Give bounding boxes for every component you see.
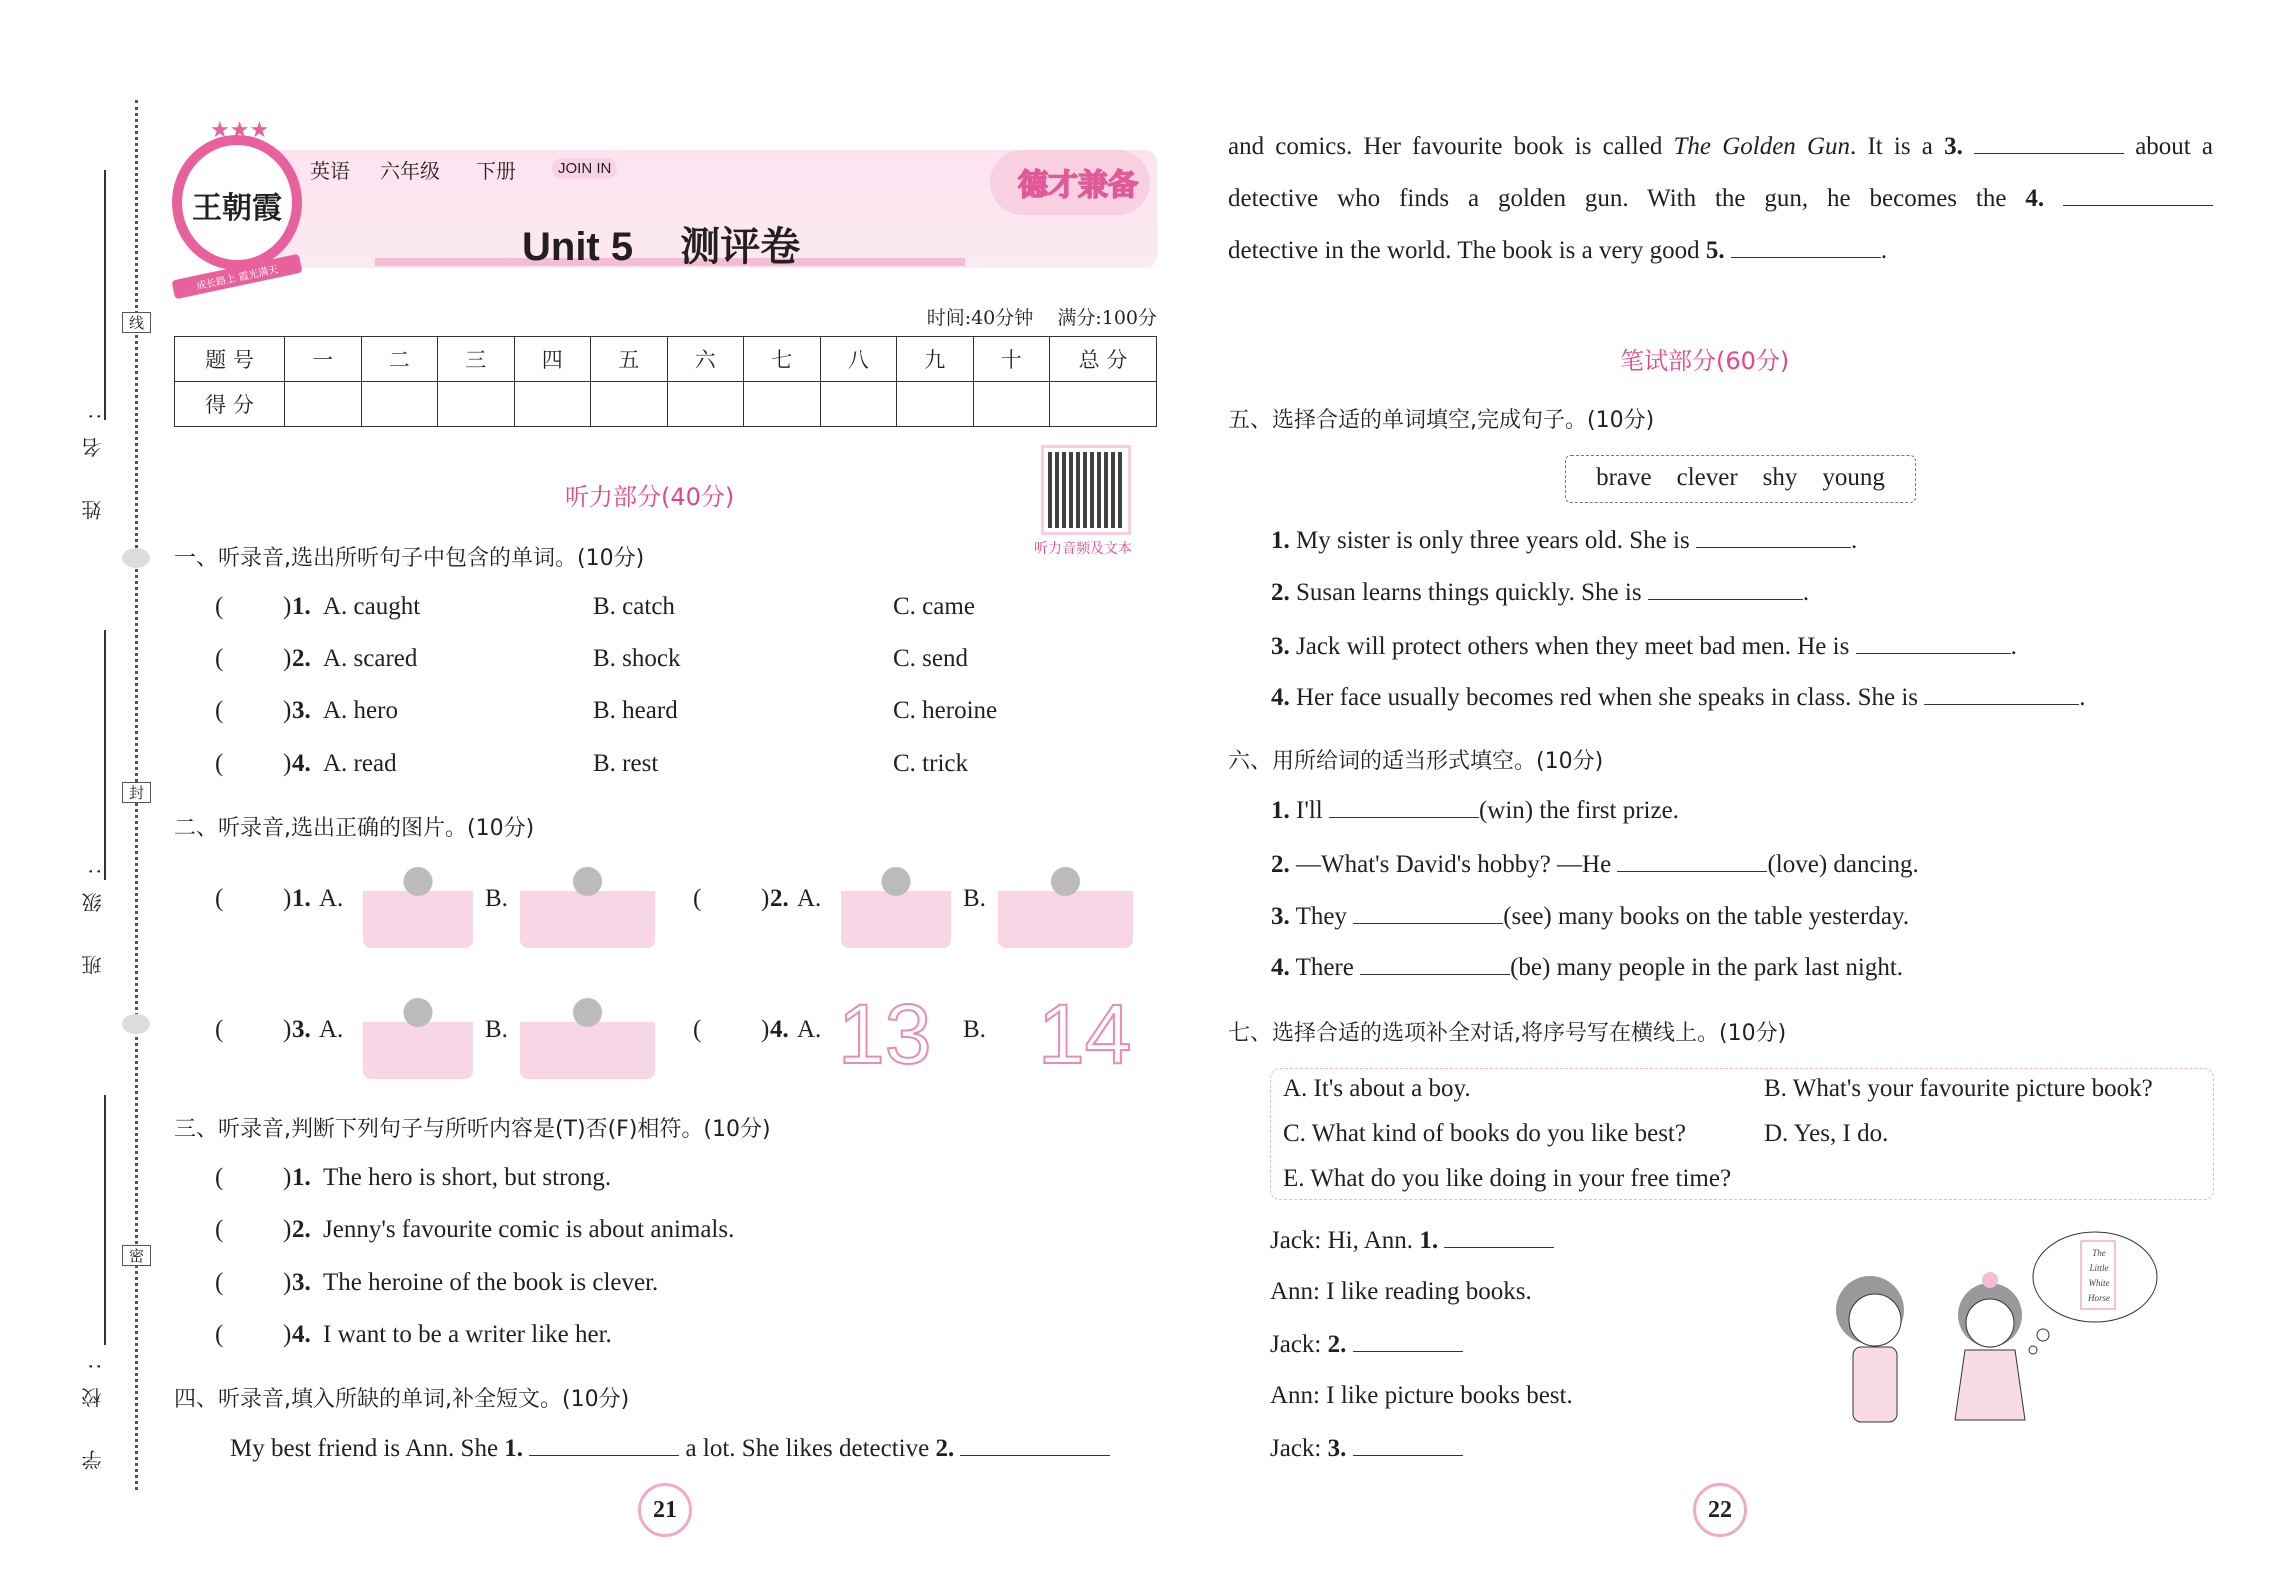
fill-item — [1271, 632, 2017, 661]
option-b: B. What's your favourite picture book? — [1764, 1075, 2153, 1102]
passage-text: about a — [2135, 133, 2214, 160]
picture-option-a[interactable]: 13 — [838, 987, 932, 1081]
option-c: C. What kind of books do you like best? — [1283, 1120, 1686, 1147]
passage-text: detective in the world. The book is a very good — [1228, 237, 1700, 264]
score-cell[interactable] — [438, 382, 515, 427]
answer-paren-close: ) — [283, 885, 292, 912]
picture-option-b-label: B. — [485, 885, 508, 912]
option-a: A. scared — [323, 645, 418, 672]
writing-heading: 笔试部分(60分) — [1620, 347, 1790, 375]
sentence-end: dancing. — [1833, 851, 1919, 878]
option-c: C. came — [893, 593, 975, 620]
option-b: B. heard — [593, 697, 678, 724]
unit-title: Unit 5 — [522, 225, 634, 269]
answer-blank[interactable] — [1924, 683, 2079, 705]
blank-number: 2. — [935, 1435, 955, 1462]
answer-paren[interactable]: ( — [215, 1016, 224, 1043]
sentence: There — [1295, 954, 1354, 981]
passage-line-1 — [230, 1434, 1110, 1463]
blank-1[interactable] — [529, 1434, 679, 1456]
section-7-title: 七、选择合适的选项补全对话,将序号写在横线上。(10分) — [1228, 1021, 1787, 1046]
passage-text: . — [1880, 237, 1888, 264]
section-4-title: 四、听录音,填入所缺的单词,补全短文。(10分) — [174, 1387, 630, 1412]
page-number-left: 21 — [638, 1483, 692, 1537]
brand-badge: 成长路上 霞光满天 — [171, 254, 302, 300]
table-cell: 七 — [744, 337, 821, 382]
dialog-text: I like reading books. — [1326, 1278, 1532, 1305]
crown-icon: ★★★ — [210, 117, 270, 142]
picture-option-a-label: A. — [319, 1016, 344, 1043]
answer-paren[interactable]: ( — [215, 1164, 224, 1191]
answer-paren[interactable]: ( — [215, 885, 224, 912]
table-cell: 八 — [820, 337, 897, 382]
passage-line-2 — [1228, 132, 2213, 161]
subject: 英语 — [310, 159, 350, 183]
fill-item — [1271, 902, 1909, 931]
section-1-title: 一、听录音,选出所听句子中包含的单词。(10分) — [174, 546, 645, 571]
answer-paren-close: ) — [283, 697, 292, 724]
item-number: 2. — [1271, 851, 1290, 878]
dialog-line — [1270, 1382, 1573, 1410]
speaker: Jack: — [1270, 1331, 1322, 1358]
score-cell[interactable] — [285, 382, 362, 427]
brand-logo — [172, 117, 302, 293]
book-title: The Golden Gun — [1673, 133, 1851, 160]
section-3-title: 三、听录音,判断下列句子与所听内容是(T)否(F)相符。(10分) — [174, 1117, 771, 1142]
item-number: 3. — [292, 1016, 311, 1043]
answer-paren[interactable]: ( — [215, 1269, 224, 1296]
picture-option-b-label: B. — [963, 1016, 986, 1043]
fill-item — [1271, 953, 1903, 982]
sentence: I'll — [1296, 797, 1323, 824]
item-number: 4. — [292, 750, 311, 777]
table-cell: 四 — [514, 337, 591, 382]
girl-body — [1955, 1350, 2025, 1420]
option-c: C. send — [893, 645, 968, 672]
sentence-end: many people in the park last night. — [1556, 954, 1904, 981]
option-a: A. hero — [323, 697, 398, 724]
blank-number: 2. — [1327, 1331, 1347, 1358]
blank-2[interactable] — [960, 1434, 1110, 1456]
option-c: C. trick — [893, 750, 968, 777]
sentence: My sister is only three years old. She is — [1296, 527, 1690, 554]
table-header: 题 号 — [175, 337, 285, 382]
table-cell: 五 — [591, 337, 668, 382]
item-number: 1. — [292, 1164, 311, 1191]
name-line — [104, 170, 106, 420]
score-cell[interactable] — [667, 382, 744, 427]
picture-option-a[interactable] — [363, 984, 473, 1079]
punct: . — [2079, 684, 2086, 711]
word-hint: (love) — [1767, 851, 1828, 878]
sentence: They — [1295, 903, 1347, 930]
dialog-line — [1270, 1278, 1532, 1306]
score-cell[interactable] — [1050, 382, 1157, 427]
full-score: 满分:100分 — [1057, 307, 1157, 329]
blank-number: 1. — [1419, 1227, 1439, 1254]
score-cell[interactable] — [591, 382, 668, 427]
picture-option-a-label: A. — [797, 885, 822, 912]
fill-item — [1271, 578, 1809, 607]
answer-blank[interactable] — [1696, 526, 1851, 548]
blank-number: 3. — [1944, 133, 1963, 160]
item-number: 4. — [292, 1321, 311, 1348]
scissors-icon — [122, 548, 150, 568]
table-cell: 三 — [438, 337, 515, 382]
blank-number: 3. — [1327, 1435, 1347, 1462]
word-bank — [1565, 455, 1916, 503]
table-cell: 二 — [361, 337, 438, 382]
passage-text: and comics. Her favourite book is called — [1228, 133, 1663, 160]
answer-blank[interactable] — [1329, 796, 1479, 818]
item-number: 2. — [1271, 579, 1290, 606]
table-cell: 一 — [285, 337, 362, 382]
answer-paren[interactable]: ( — [215, 750, 224, 777]
section-2-title: 二、听录音,选出正确的图片。(10分) — [174, 816, 535, 841]
speaker: Ann: — [1270, 1278, 1320, 1305]
passage-line-3 — [1228, 184, 2213, 213]
picture-option-b-label: B. — [963, 885, 986, 912]
statement: The heroine of the book is clever. — [323, 1269, 659, 1296]
answer-paren[interactable]: ( — [693, 1016, 702, 1043]
scissors-icon — [122, 1014, 150, 1034]
answer-paren[interactable]: ( — [693, 885, 702, 912]
blank-number: 1. — [504, 1435, 524, 1462]
score-cell[interactable] — [514, 382, 591, 427]
fill-item — [1271, 850, 1919, 879]
answer-paren-close: ) — [283, 750, 292, 777]
punct: . — [2010, 633, 2017, 660]
statement: I want to be a writer like her. — [323, 1321, 612, 1348]
option-a: A. caught — [323, 593, 421, 620]
page-title — [522, 215, 800, 272]
answer-paren-close: ) — [761, 885, 770, 912]
qr-code[interactable] — [1048, 452, 1124, 528]
dialog-text: Hi, Ann. — [1327, 1227, 1414, 1254]
item-number: 4. — [1271, 684, 1290, 711]
speaker: Ann: — [1270, 1382, 1320, 1409]
test-title: 测评卷 — [680, 224, 801, 270]
dialog-line — [1270, 1434, 1463, 1463]
class-line — [104, 630, 106, 880]
answer-paren[interactable]: ( — [215, 593, 224, 620]
blank-3[interactable] — [1974, 132, 2124, 154]
passage-text: . It is a — [1850, 133, 1933, 160]
picture-option-b-label: B. — [485, 1016, 508, 1043]
option-b: B. shock — [593, 645, 681, 672]
fill-item — [1271, 526, 1857, 555]
word-option: young — [1822, 464, 1885, 491]
picture-option-a-label: A. — [797, 1016, 822, 1043]
sentence: Jack will protect others when they meet bad men. He is — [1296, 633, 1850, 660]
picture-option-a-label: A. — [319, 885, 344, 912]
answer-blank[interactable] — [1353, 1330, 1463, 1352]
answer-paren-close: ) — [761, 1016, 770, 1043]
answer-paren[interactable]: ( — [215, 645, 224, 672]
school-line — [104, 1095, 106, 1345]
answer-paren[interactable]: ( — [215, 1216, 224, 1243]
cut-mark: 线 — [122, 312, 151, 333]
item-number: 3. — [1271, 633, 1290, 660]
volume: 下册 — [476, 159, 516, 183]
answer-blank[interactable] — [1617, 850, 1767, 872]
option-b: B. catch — [593, 593, 675, 620]
picture-option-a[interactable] — [363, 853, 473, 948]
sentence: Her face usually becomes red when she speaks in class. She is — [1296, 684, 1919, 711]
class-label: 班 级: — [81, 850, 105, 976]
answer-paren-close: ) — [283, 1016, 292, 1043]
exam-info — [927, 303, 1157, 330]
statement: Jenny's favourite comic is about animals. — [323, 1216, 735, 1243]
grade: 六年级 — [380, 159, 440, 183]
sentence: Susan learns things quickly. She is — [1296, 579, 1642, 606]
punct: . — [1850, 527, 1858, 554]
school-label: 学 校: — [81, 1345, 105, 1471]
word-option: clever — [1676, 464, 1738, 491]
fill-item — [1271, 796, 1679, 825]
picture-option-a[interactable] — [841, 853, 951, 948]
speaker: Jack: — [1270, 1227, 1322, 1254]
blank-number: 5. — [1705, 237, 1725, 264]
answer-blank[interactable] — [1353, 1434, 1463, 1456]
picture-option-b[interactable] — [520, 853, 655, 948]
table-cell: 总 分 — [1050, 337, 1157, 382]
option-d: D. Yes, I do. — [1764, 1120, 1889, 1147]
table-cell: 六 — [667, 337, 744, 382]
answer-blank[interactable] — [1444, 1226, 1554, 1248]
score-cell[interactable] — [744, 382, 821, 427]
score-cell[interactable] — [820, 382, 897, 427]
statement: The hero is short, but strong. — [323, 1164, 612, 1191]
table-cell: 十 — [973, 337, 1050, 382]
answer-blank[interactable] — [1648, 578, 1803, 600]
score-cell[interactable] — [973, 382, 1050, 427]
slogan: 德才兼备 — [1018, 168, 1138, 203]
answer-blank[interactable] — [1353, 902, 1503, 924]
item-number: 1. — [1271, 797, 1290, 824]
word-hint: (win) — [1478, 797, 1534, 824]
score-table — [174, 336, 1157, 427]
picture-option-b[interactable] — [520, 984, 655, 1079]
item-number: 3. — [1271, 903, 1290, 930]
sentence-end: many books on the table yesterday. — [1558, 903, 1910, 930]
option-b: B. rest — [593, 750, 659, 777]
answer-paren-close: ) — [283, 1164, 292, 1191]
score-cell[interactable] — [361, 382, 438, 427]
picture-option-b[interactable]: 14 — [1038, 987, 1132, 1081]
blank-number: 4. — [2025, 185, 2045, 212]
brand-name: 王朝霞 — [192, 191, 282, 226]
answer-blank[interactable] — [1856, 632, 2011, 654]
section-5-title: 五、选择合适的单词填空,完成句子。(10分) — [1228, 408, 1655, 433]
answer-paren-close: ) — [283, 1216, 292, 1243]
passage-text: a lot. She likes detective — [685, 1435, 930, 1462]
answer-paren-close: ) — [283, 645, 292, 672]
blank-4[interactable] — [2063, 184, 2213, 206]
item-number: 2. — [292, 645, 311, 672]
cut-mark: 封 — [122, 782, 151, 803]
score-cell[interactable] — [897, 382, 974, 427]
item-number: 3. — [292, 1269, 311, 1296]
sentence: —What's David's hobby? —He — [1296, 851, 1612, 878]
item-number: 4. — [1271, 954, 1290, 981]
thought-book-title: The Little White Horse — [2088, 1248, 2110, 1303]
qr-label: 听力音频及文本 — [1034, 541, 1132, 557]
page-number-right: 22 — [1693, 1483, 1747, 1537]
word-hint: (be) — [1510, 954, 1551, 981]
table-row — [175, 382, 1157, 427]
passage-line-4 — [1228, 236, 1887, 265]
word-option: brave — [1596, 464, 1652, 491]
passage-text: My best friend is Ann. She — [230, 1435, 499, 1462]
item-number: 1. — [1271, 527, 1290, 554]
dialog-text: I like picture books best. — [1326, 1382, 1573, 1409]
picture-option-b[interactable] — [998, 853, 1133, 948]
answer-paren-close: ) — [283, 593, 292, 620]
answer-paren-close: ) — [283, 1269, 292, 1296]
edition: JOIN IN — [552, 158, 617, 179]
item-number: 1. — [292, 885, 311, 912]
item-number: 1. — [292, 593, 311, 620]
fill-item — [1271, 683, 2086, 712]
table-row — [175, 337, 1157, 382]
item-number: 4. — [770, 1016, 789, 1043]
answer-blank[interactable] — [1360, 953, 1510, 975]
listening-heading: 听力部分(40分) — [565, 483, 735, 511]
word-hint: (see) — [1503, 903, 1552, 930]
name-label: 姓 名: — [81, 395, 105, 521]
blank-5[interactable] — [1731, 236, 1881, 258]
dialog-line — [1270, 1330, 1463, 1359]
item-number: 2. — [292, 1216, 311, 1243]
answer-paren[interactable]: ( — [215, 1321, 224, 1348]
option-a: A. It's about a boy. — [1283, 1075, 1471, 1102]
punct: . — [1802, 579, 1810, 606]
sentence-end: the first prize. — [1539, 797, 1679, 824]
speaker: Jack: — [1270, 1435, 1322, 1462]
table-cell: 九 — [897, 337, 974, 382]
cut-mark: 密 — [122, 1245, 151, 1266]
answer-paren[interactable]: ( — [215, 697, 224, 724]
table-header: 得 分 — [175, 382, 285, 427]
dialog-line — [1270, 1226, 1554, 1255]
item-number: 3. — [292, 697, 311, 724]
answer-paren-close: ) — [283, 1321, 292, 1348]
word-option: shy — [1762, 464, 1798, 491]
option-e: E. What do you like doing in your free time? — [1283, 1165, 1732, 1192]
section-6-title: 六、用所给词的适当形式填空。(10分) — [1228, 749, 1604, 774]
boy-body — [1853, 1347, 1897, 1422]
item-number: 2. — [770, 885, 789, 912]
option-c: C. heroine — [893, 697, 998, 724]
passage-text: detective who finds a golden gun. With the gun, he becomes the — [1228, 185, 2007, 212]
time-info: 时间:40分钟 — [926, 307, 1034, 329]
option-a: A. read — [323, 750, 397, 777]
